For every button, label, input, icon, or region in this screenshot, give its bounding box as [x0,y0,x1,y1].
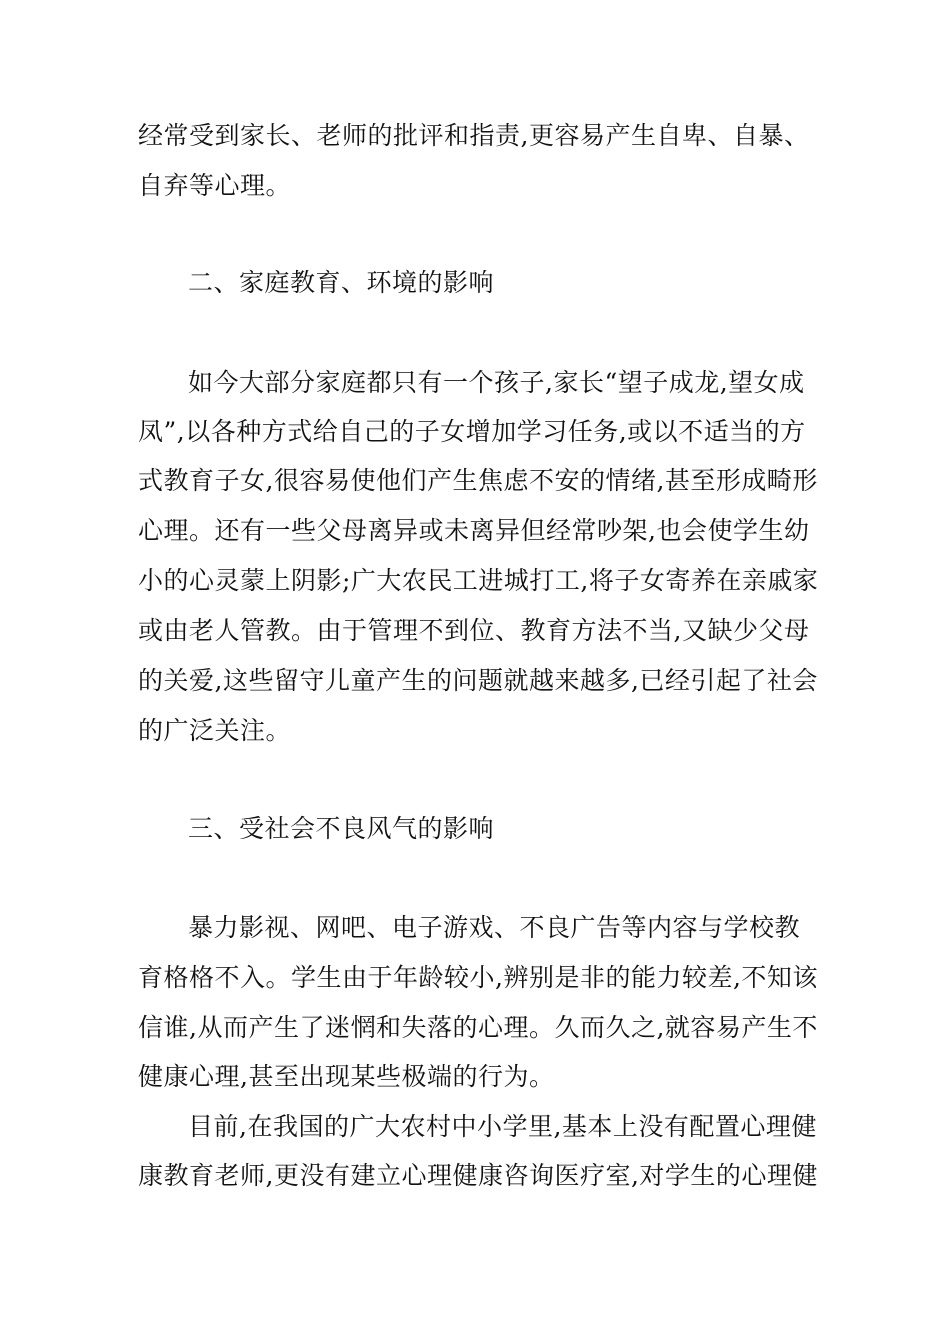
paragraph-line: 或由老人管教。由于管理不到位、教育方法不当,又缺少父母 [138,616,810,645]
paragraph-line: 信谁,从而产生了迷惘和失落的心理。久而久之,就容易产生不 [138,1013,818,1042]
paragraph-line: 康教育老师,更没有建立心理健康咨询医疗室,对学生的心理健 [138,1161,818,1190]
paragraph-line: 暴力影视、网吧、电子游戏、不良广告等内容与学校教 [188,913,801,942]
paragraph-line: 的广泛关注。 [138,716,292,745]
paragraph-line: 经常受到家长、老师的批评和指责,更容易产生自卑、自暴、 [138,121,810,150]
paragraph-line: 健康心理,甚至出现某些极端的行为。 [138,1062,555,1091]
paragraph-line: 自弃等心理。 [138,171,292,200]
paragraph-line: 小的心灵蒙上阴影;广大农民工进城打工,将子女寄养在亲戚家 [138,566,819,595]
section-heading: 三、受社会不良风气的影响 [188,814,495,843]
paragraph-line: 如今大部分家庭都只有一个孩子,家长“望子成龙,望女成 [188,368,805,397]
section-heading: 二、家庭教育、环境的影响 [188,268,495,297]
paragraph-line: 心理。还有一些父母离异或未离异但经常吵架,也会使学生幼 [138,516,810,545]
paragraph-line: 凤”,以各种方式给自己的子女增加学习任务,或以不适当的方 [138,417,806,446]
paragraph-line: 育格格不入。学生由于年龄较小,辨别是非的能力较差,不知该 [138,963,818,992]
paragraph-line: 的关爱,这些留守儿童产生的问题就越来越多,已经引起了社会 [138,666,818,695]
paragraph-line: 式教育子女,很容易使他们产生焦虑不安的情绪,甚至形成畸形 [138,466,818,495]
paragraph-line: 目前,在我国的广大农村中小学里,基本上没有配置心理健 [188,1112,817,1141]
